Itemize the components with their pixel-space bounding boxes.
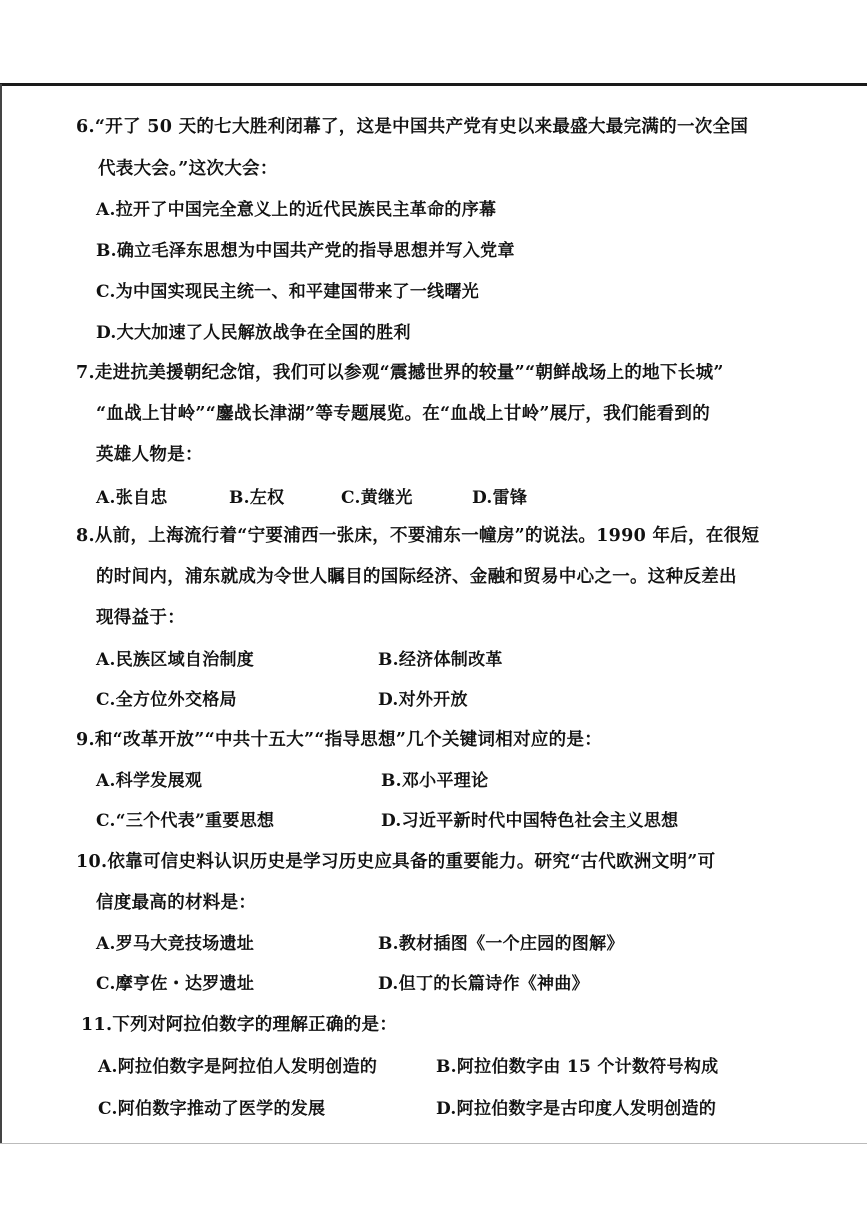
q6-option-d: D.大大加速了人民解放战争在全国的胜利 bbox=[96, 323, 411, 343]
q9-option-d: D.习近平新时代中国特色社会主义思想 bbox=[381, 811, 679, 831]
q10-stem-line-2: 信度最高的材料是： bbox=[96, 893, 257, 913]
q9-option-b: B.邓小平理论 bbox=[381, 771, 489, 791]
q8-option-a: A.民族区域自治制度 bbox=[96, 650, 255, 670]
q11-option-b: B.阿拉伯数字由 15 个计数符号构成 bbox=[436, 1057, 719, 1077]
q7-stem-line-3: 英雄人物是： bbox=[96, 445, 203, 465]
q8-option-c: C.全方位外交格局 bbox=[96, 690, 237, 710]
q7-stem-line-1: 7.走进抗美援朝纪念馆，我们可以参观“震撼世界的较量”“朝鲜战场上的地下长城” bbox=[76, 363, 724, 383]
q8-stem-line-1: 8.从前，上海流行着“宁要浦西一张床，不要浦东一幢房”的说法。1990 年后，在很短 bbox=[76, 526, 760, 546]
top-border bbox=[0, 83, 867, 86]
q6-option-a: A.拉开了中国完全意义上的近代民族民主革命的序幕 bbox=[96, 200, 497, 220]
q7-option-a: A.张自忠 bbox=[96, 488, 168, 508]
q7-stem-line-2: “血战上甘岭”“鏖战长津湖”等专题展览。在“血战上甘岭”展厅，我们能看到的 bbox=[96, 404, 710, 424]
q8-option-b: B.经济体制改革 bbox=[378, 650, 503, 670]
q7-option-b: B.左权 bbox=[229, 488, 285, 508]
q7-option-d: D.雷锋 bbox=[472, 488, 528, 508]
q9-option-c: C.“三个代表”重要思想 bbox=[96, 811, 275, 831]
q7-option-c: C.黄继光 bbox=[341, 488, 413, 508]
q11-stem-line-1: 11.下列对阿拉伯数字的理解正确的是： bbox=[81, 1015, 398, 1035]
q9-option-a: A.科学发展观 bbox=[96, 771, 203, 791]
q8-stem-line-2: 的时间内，浦东就成为令世人瞩目的国际经济、金融和贸易中心之一。这种反差出 bbox=[96, 567, 737, 587]
q10-option-c: C.摩亨佐・达罗遗址 bbox=[96, 974, 255, 994]
q8-stem-line-3: 现得益于： bbox=[96, 608, 185, 628]
q11-option-c: C.阿伯数字推动了医学的发展 bbox=[98, 1099, 326, 1119]
q11-option-a: A.阿拉伯数字是阿拉伯人发明创造的 bbox=[98, 1057, 378, 1077]
q6-stem-line-1: 6.“开了 50 天的七大胜利闭幕了，这是中国共产党有史以来最盛大最完满的一次全国 bbox=[76, 117, 749, 137]
q9-stem-line-1: 9.和“改革开放”“中共十五大”“指导思想”几个关键词相对应的是： bbox=[76, 730, 603, 750]
left-border bbox=[0, 84, 2, 1144]
q10-option-b: B.教材插图《一个庄园的图解》 bbox=[378, 934, 624, 954]
q10-stem-line-1: 10.依靠可信史料认识历史是学习历史应具备的重要能力。研究“古代欧洲文明”可 bbox=[76, 852, 716, 872]
q11-option-d: D.阿拉伯数字是古印度人发明创造的 bbox=[436, 1099, 717, 1119]
q6-option-c: C.为中国实现民主统一、和平建国带来了一线曙光 bbox=[96, 282, 480, 302]
q8-option-d: D.对外开放 bbox=[378, 690, 468, 710]
q10-option-a: A.罗马大竞技场遗址 bbox=[96, 934, 255, 954]
bottom-border bbox=[0, 1143, 867, 1144]
q6-option-b: B.确立毛泽东思想为中国共产党的指导思想并写入党章 bbox=[96, 241, 515, 261]
q10-option-d: D.但丁的长篇诗作《神曲》 bbox=[378, 974, 589, 994]
q6-stem-line-2: 代表大会。”这次大会： bbox=[98, 159, 278, 179]
